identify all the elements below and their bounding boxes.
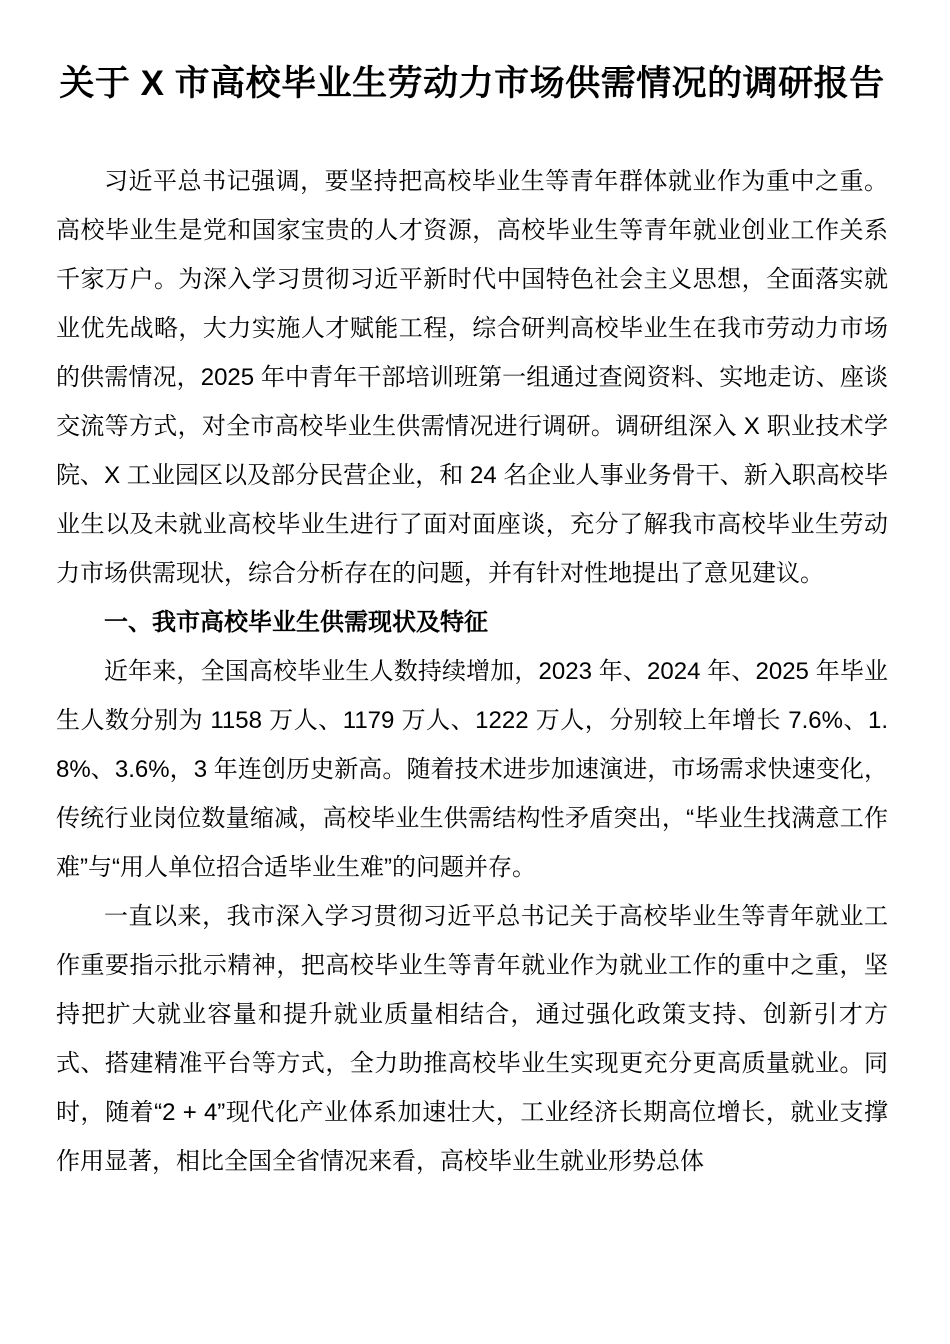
document-title: 关于 X 市高校毕业生劳动力市场供需情况的调研报告 <box>59 64 885 103</box>
intro-paragraph: 习近平总书记强调，要坚持把高校毕业生等青年群体就业作为重中之重。高校毕业生是党和国家宝贵的人才资源，高校毕业生等青年就业创业工作关系千家万户。为深入学习贯彻习近平新时代中国特色社会主义思想，全面落实就业优先战略，大力实施人才赋能工程，综合研判高校毕业生在我市劳动力市场的供需情况，2025 年中青年干部培训班第一组通过查阅资料、实地走访、座谈交流等方式，对全市高校毕业生供需情况进行调研。调研组深入 X 职业技术学院、X 工业园区以及部分民营企业，和 24 名企业人事业务骨干、新入职高校毕业生以及未就业高校毕业生进行了面对面座谈，充分了解我市高校毕业生劳动力市场供需现状，综合分析存在的问题，并有针对性地提出了意见建议。 <box>56 168 888 588</box>
body-paragraph-3: 一直以来，我市深入学习贯彻习近平总书记关于高校毕业生等青年就业工作重要指示批示精神，把高校毕业生等青年就业作为就业工作的重中之重，坚持把扩大就业容量和提升就业质量相结合，通过强化政策支持、创新引才方式、搭建精准平台等方式，全力助推高校毕业生实现更充分更高质量就业。同时，随着“2 + 4”现代化产业体系加速壮大，工业经济长期高位增长，就业支撑作用显著，相比全国全省情况来看，高校毕业生就业形势总体 <box>56 903 888 1176</box>
body-paragraph-2: 近年来，全国高校毕业生人数持续增加，2023 年、2024 年、2025 年毕业生人数分别为 1158 万人、1179 万人、1222 万人，分别较上年增长 7.6%、1.8%、3.6%，3 年连创历史新高。随着技术进步加速演进，市场需求快速变化，传统行业岗位数量缩减，高校毕业生供需结构性矛盾突出，“毕业生找满意工作难”与“用人单位招合适毕业生难”的问题并存。 <box>56 658 888 882</box>
section-heading-1: 一、我市高校毕业生供需现状及特征 <box>104 609 488 637</box>
